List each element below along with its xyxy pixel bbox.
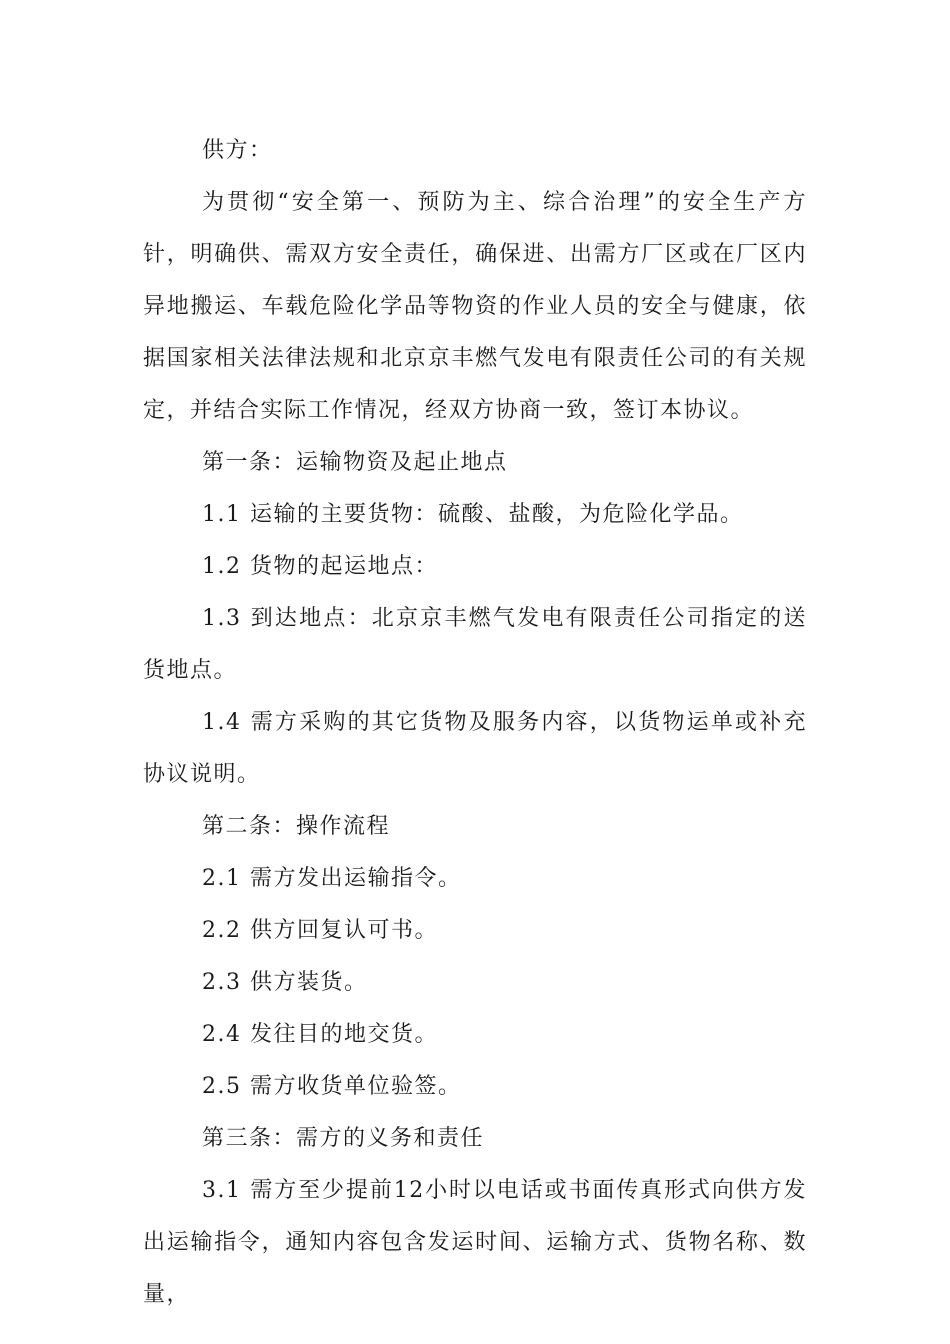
preamble-paragraph: 为贯彻“安全第一、预防为主、综合治理”的安全生产方针，明确供、需双方安全责任，确保进、出需方厂区或在厂区内异地搬运、车载危险化学品等物资的作业人员的安全与健康，依据国家相关法律法规和北京京丰燃气发电有限责任公司的有关规定，并结合实际工作情况，经双方协商一致，签订本协议。 (143, 190, 807, 423)
clause-2-2: 2.2 供方回复认可书。 (202, 918, 438, 943)
article-1-heading: 第一条：运输物资及起止地点 (202, 450, 508, 475)
clause-2-4: 2.4 发往目的地交货。 (202, 1022, 438, 1047)
article-3-heading: 第三条：需方的义务和责任 (202, 1126, 485, 1151)
clause-3-1: 3.1 需方至少提前12小时以电话或书面传真形式向供方发出运输指令，通知内容包含发运时间、运输方式、货物名称、数量， (143, 1178, 807, 1307)
clause-2-3: 2.3 供方装货。 (202, 970, 368, 995)
clause-1-1: 1.1 运输的主要货物：硫酸、盐酸，为危险化学品。 (202, 502, 744, 527)
clause-2-5: 2.5 需方收货单位验签。 (202, 1074, 462, 1099)
clause-1-2: 1.2 货物的起运地点： (202, 554, 438, 579)
clause-2-1: 2.1 需方发出运输指令。 (202, 866, 462, 891)
supplier-label: 供方： (202, 138, 273, 163)
document-body (143, 125, 807, 1321)
article-2-heading: 第二条：操作流程 (202, 814, 391, 839)
clause-1-4: 1.4 需方采购的其它货物及服务内容，以货物运单或补充协议说明。 (143, 710, 807, 787)
clause-1-3: 1.3 到达地点：北京京丰燃气发电有限责任公司指定的送货地点。 (143, 606, 807, 683)
